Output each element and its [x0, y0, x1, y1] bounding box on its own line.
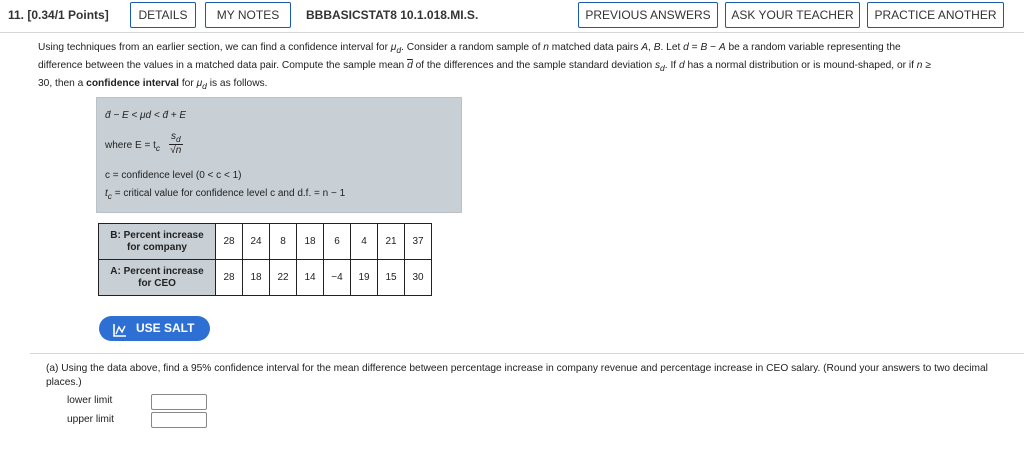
intro-paragraph: Using techniques from an earlier section, we can find a confidence interval for $\mu_d$. Consider a random sample of n matched data pairs A, B. Let d = B − A be a random variable representing the difference between the values in a matched data pair. Compute the sample mean $\overline{d}$ of the differences and the sample standard deviation $s_d$. If d has a normal distribution or is mound-shaped, or if n ≥ 30, then a confidence interval for $\mu_d$ is as follows.: [38, 42, 931, 92]
intro-text: difference between the values in a matched data pair. Compute the sample mean: [38, 60, 408, 72]
table-cell: 24: [243, 224, 270, 260]
table-cell: 15: [378, 260, 405, 296]
use-salt-button[interactable]: [99, 316, 210, 341]
confidence-interval-term: confidence interval: [86, 78, 180, 90]
intro-text: matched data pairs: [548, 42, 642, 53]
upper-limit-label: upper limit: [67, 414, 114, 425]
intro-text: for: [179, 78, 197, 90]
table-cell: 30: [405, 260, 432, 296]
formula-box: [96, 97, 462, 213]
salt-chart-icon: [113, 321, 127, 346]
table-cell: 18: [297, 224, 324, 260]
intro-text: . If: [664, 60, 679, 72]
table-cell: 22: [270, 260, 297, 296]
intro-text: 30, then a: [38, 78, 87, 90]
ask-your-teacher-button[interactable]: ASK YOUR TEACHER: [725, 2, 860, 28]
intro-text: be a random variable representing the: [725, 42, 901, 53]
interval-formula: d̄ − E < μd < d̄ + E: [105, 110, 187, 121]
intro-text: has a normal distribution or is mound-shaped, or if: [684, 60, 917, 72]
upper-limit-input[interactable]: [151, 412, 207, 428]
practice-another-button[interactable]: PRACTICE ANOTHER: [867, 2, 1004, 28]
table-cell: 19: [351, 260, 378, 296]
question-number: 11. [0.34/1 Points]: [8, 8, 109, 22]
use-salt-label: USE SALT: [136, 321, 195, 335]
table-cell: 4: [351, 224, 378, 260]
part-a-question: (a) Using the data above, find a 95% confidence interval for the mean difference between percentage increase in company revenue and percentage increase in CEO salary. (Round your answers to two decimal places.): [46, 363, 988, 388]
table-cell: 14: [297, 260, 324, 296]
confidence-level-definition: c = confidence level (0 < c < 1): [105, 170, 242, 181]
intro-text: is as follows.: [206, 78, 268, 90]
margin-formula: where $E = t_c$: [105, 140, 161, 153]
intro-text: . Consider a random sample of: [401, 42, 544, 53]
section-divider: [30, 353, 1024, 354]
table-cell: 6: [324, 224, 351, 260]
table-row: [99, 224, 432, 260]
lower-limit-input[interactable]: [151, 394, 207, 410]
question-code: BBBASICSTAT8 10.1.018.MI.S.: [306, 8, 479, 22]
row-header-ceo: A: Percent increase for CEO: [99, 260, 216, 296]
sd-over-sqrt-n: $\frac{s_d}{√n}$: [170, 131, 182, 156]
header-divider: [0, 32, 1024, 33]
data-table: [98, 223, 432, 296]
critical-value-definition: $t_c$ = critical value for confidence level c and d.f. = n − 1: [105, 188, 346, 201]
question-header: [0, 0, 1024, 30]
table-cell: 21: [378, 224, 405, 260]
previous-answers-button[interactable]: PREVIOUS ANSWERS: [578, 2, 718, 28]
table-cell: 8: [270, 224, 297, 260]
my-notes-button[interactable]: MY NOTES: [205, 2, 291, 28]
intro-text: Using techniques from an earlier section, we can find a confidence interval for: [38, 42, 391, 53]
table-cell: 37: [405, 224, 432, 260]
lower-limit-label: lower limit: [67, 395, 113, 406]
table-cell: 28: [216, 260, 243, 296]
table-cell: 28: [216, 224, 243, 260]
intro-text: of the differences and the sample standard deviation: [412, 60, 655, 72]
details-button[interactable]: DETAILS: [130, 2, 196, 28]
table-cell: 18: [243, 260, 270, 296]
table-row: [99, 260, 432, 296]
row-header-company: B: Percent increase for company: [99, 224, 216, 260]
intro-text: . Let: [660, 42, 684, 53]
table-cell: −4: [324, 260, 351, 296]
